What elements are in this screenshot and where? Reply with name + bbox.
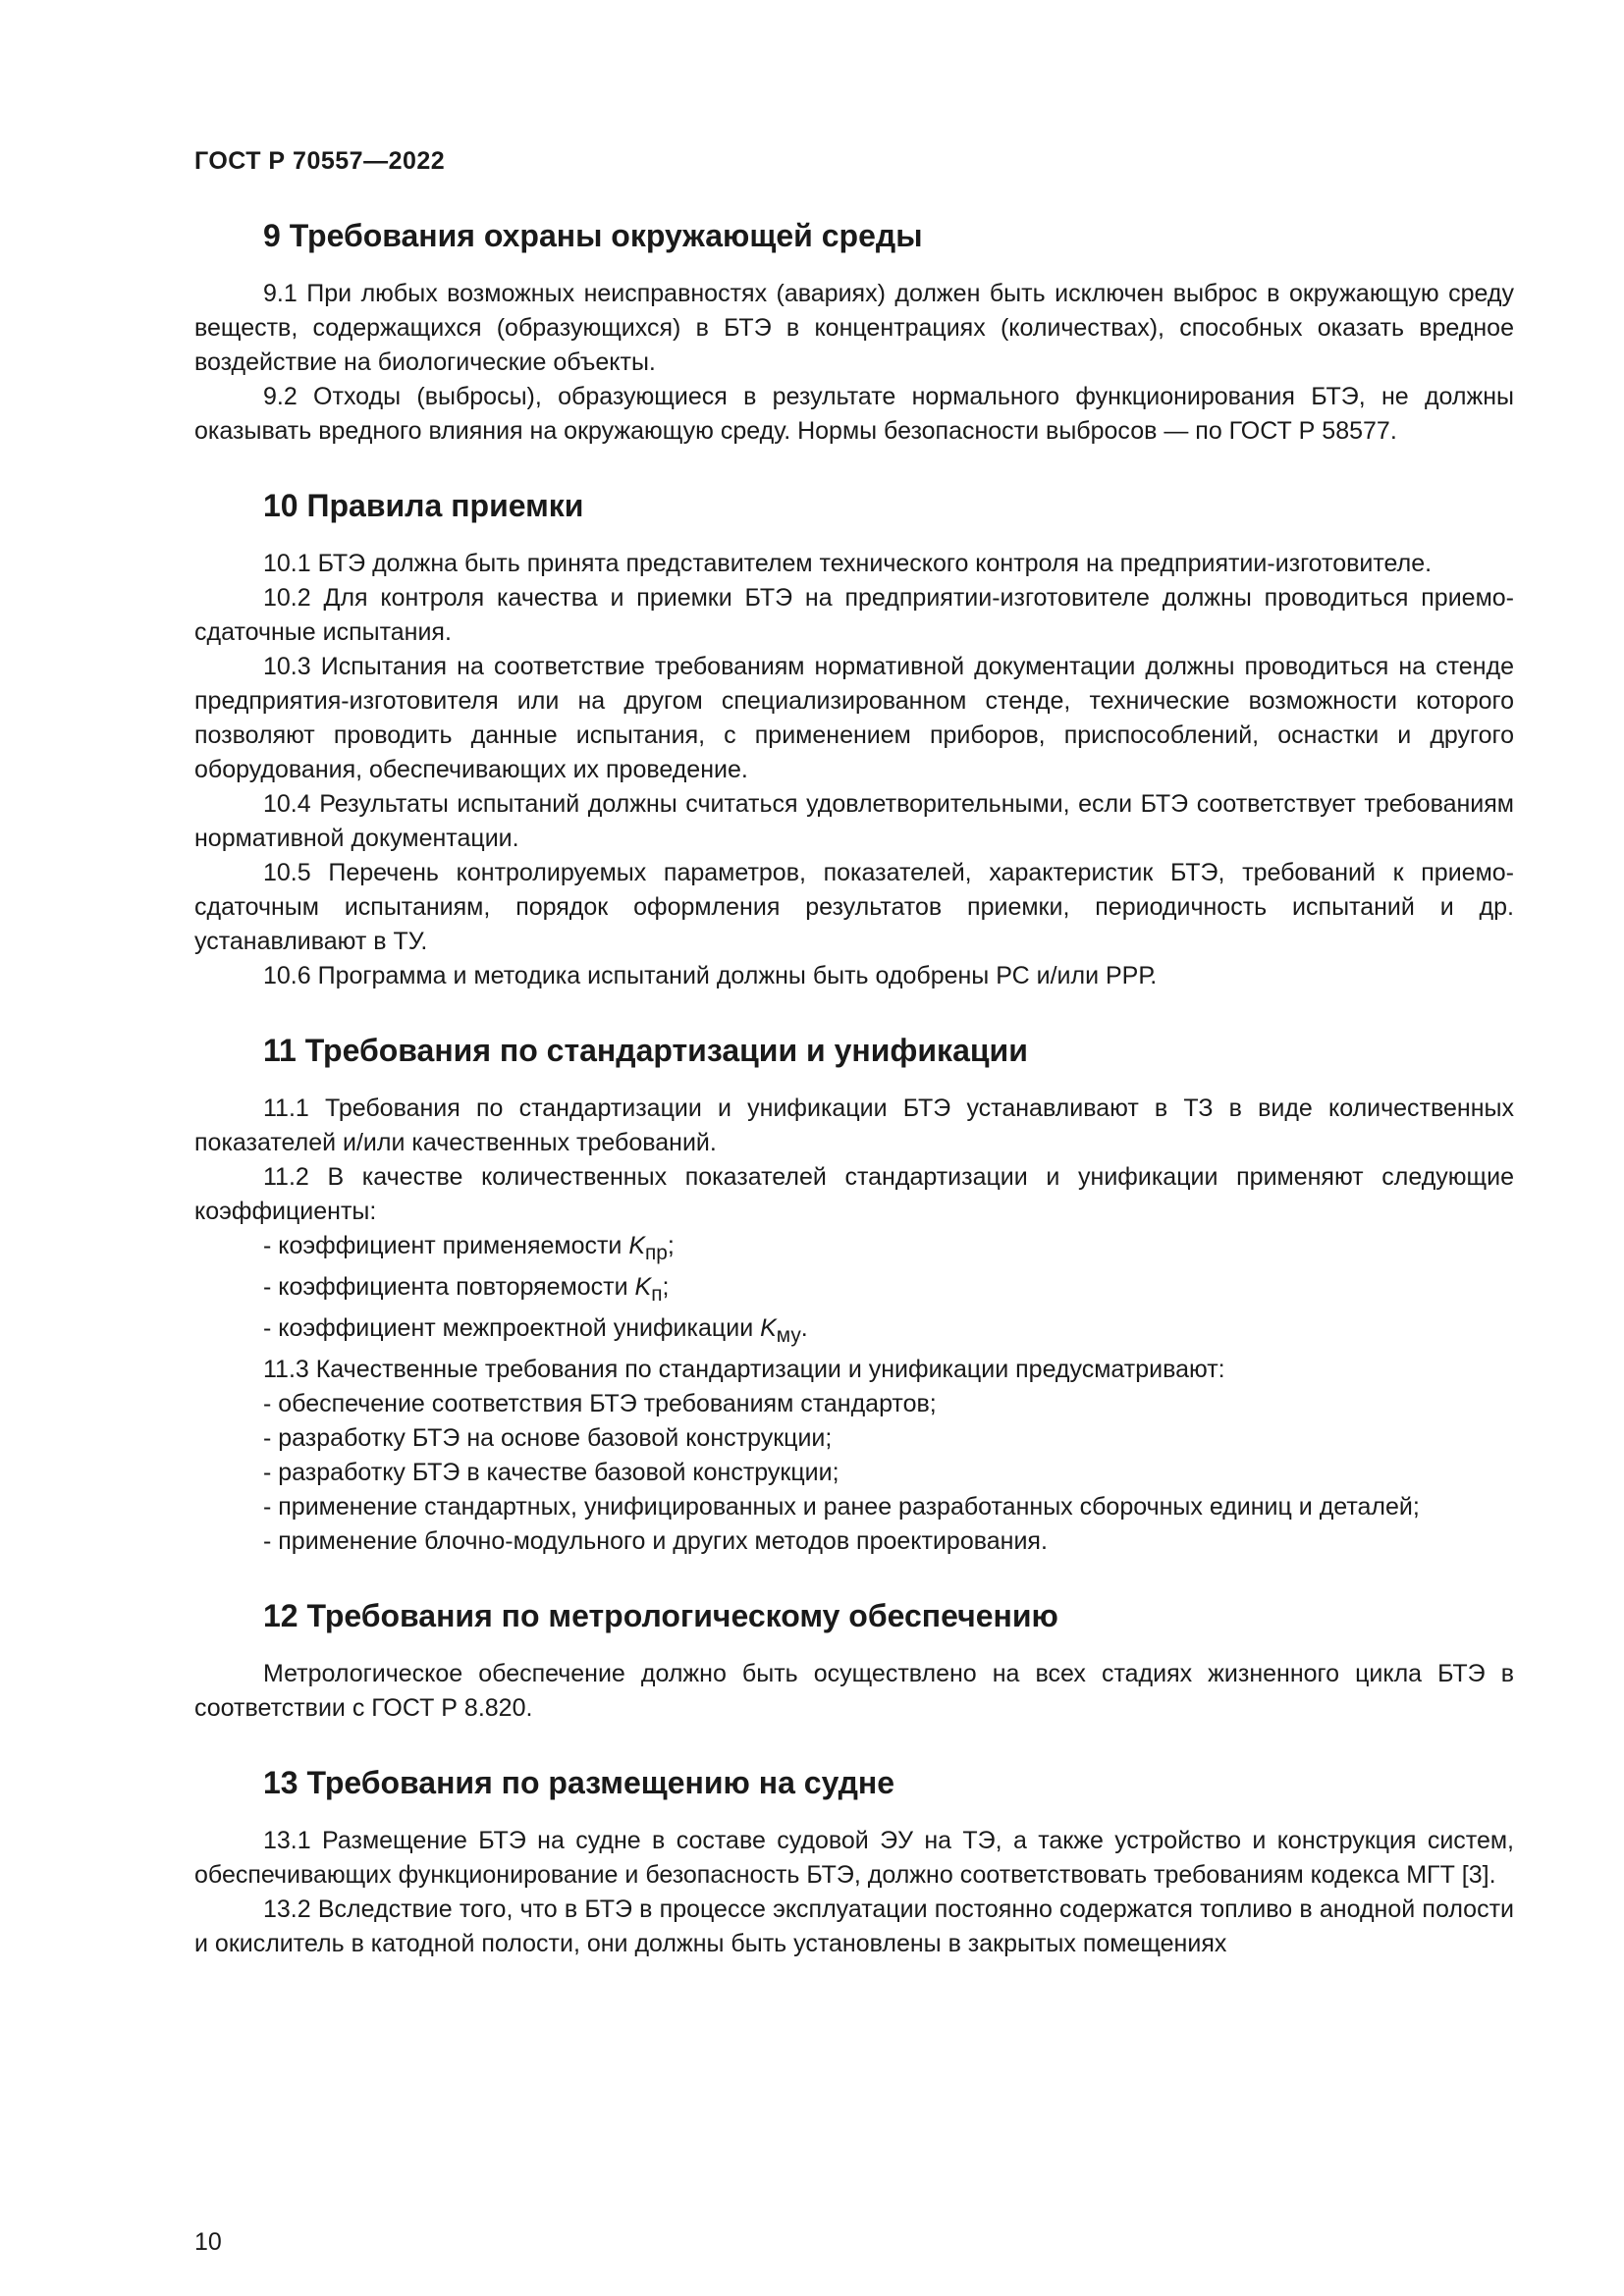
paragraph: 10.2 Для контроля качества и приемки БТЭ на предприятии-изготовителе должны проводиться приемо-сдаточные испытания. bbox=[194, 584, 1514, 646]
list-item: - разработку БТЭ на основе базовой конструкции; bbox=[263, 1424, 833, 1452]
paragraph: 10.1 БТЭ должна быть принята представителем технического контроля на предприятии-изготовителе. bbox=[263, 550, 1433, 577]
list-item: - обеспечение соответствия БТЭ требованиям стандартов; bbox=[263, 1390, 937, 1417]
list-item-coefficient: - коэффициента повторяемости $K_п$; bbox=[263, 1273, 670, 1306]
paragraph: 11.2 В качестве количественных показателей стандартизации и унификации применяют следующие коэффициенты: bbox=[194, 1163, 1514, 1225]
list-item: - применение стандартных, унифицированных и ранее разработанных сборочных единиц и деталей; bbox=[263, 1493, 1420, 1521]
paragraph: 11.1 Требования по стандартизации и унификации БТЭ устанавливают в ТЗ в виде количественных показателей и/или качественных требований. bbox=[194, 1095, 1514, 1156]
section-11 bbox=[194, 1031, 1514, 1559]
paragraph: 11.3 Качественные требования по стандартизации и унификации предусматривают: bbox=[263, 1356, 1225, 1383]
paragraph: 10.5 Перечень контролируемых параметров, показателей, характеристик БТЭ, требований к приемо-сдаточным испытаниям, порядок оформления результатов приемки, периодичность испытаний и др. устанавливают в ТУ. bbox=[194, 859, 1514, 955]
paragraph: 13.1 Размещение БТЭ на судне в составе судовой ЭУ на ТЭ, а также устройство и конструкция систем, обеспечивающих функционирование и безопасность БТЭ, должно соответствовать требованиям кодекса МГТ [3]. bbox=[194, 1827, 1514, 1889]
page-number: 10 bbox=[194, 2228, 222, 2256]
paragraph: 13.2 Вследствие того, что в БТЭ в процессе эксплуатации постоянно содержатся топливо в анодной полости и окислитель в катодной полости, они должны быть установлены в закрытых помещениях bbox=[194, 1896, 1514, 1957]
section-12 bbox=[194, 1596, 1514, 1726]
paragraph: 9.1 При любых возможных неисправностях (авариях) должен быть исключен выброс в окружающую среду веществ, содержащихся (образующихся) в БТЭ в концентрациях (количествах), способных оказать вредное воздействие на биологические объекты. bbox=[194, 280, 1514, 376]
section-9 bbox=[194, 216, 1514, 449]
document-code: ГОСТ Р 70557—2022 bbox=[194, 147, 446, 175]
paragraph: 9.2 Отходы (выбросы), образующиеся в результате нормального функционирования БТЭ, не должны оказывать вредного влияния на окружающую среду. Нормы безопасности выбросов — по ГОСТ Р 58577. bbox=[194, 383, 1514, 445]
list-item: - разработку БТЭ в качестве базовой конструкции; bbox=[263, 1459, 839, 1486]
section-title: 12 Требования по метрологическому обеспечению bbox=[263, 1598, 1058, 1633]
paragraph: Метрологическое обеспечение должно быть осуществлено на всех стадиях жизненного цикла БТЭ в соответствии с ГОСТ Р 8.820. bbox=[194, 1660, 1514, 1722]
paragraph: 10.6 Программа и методика испытаний должны быть одобрены РС и/или РРР. bbox=[263, 962, 1158, 989]
section-title: 9 Требования охраны окружающей среды bbox=[263, 218, 923, 253]
paragraph: 10.3 Испытания на соответствие требованиям нормативной документации должны проводиться на стенде предприятия-изготовителя или на другом специализированном стенде, технические возможности которого позволяют проводить данные испытания, с применением приборов, приспособлений, оснастки и другого оборудования, обеспечивающих их проведение. bbox=[194, 653, 1514, 783]
list-item-coefficient: - коэффициент межпроектной унификации $K_{му}$. bbox=[263, 1314, 808, 1347]
section-13 bbox=[194, 1763, 1514, 1961]
page-content bbox=[194, 216, 1514, 1999]
section-title: 10 Правила приемки bbox=[263, 488, 584, 523]
list-item: - применение блочно-модульного и других методов проектирования. bbox=[263, 1527, 1048, 1555]
list-item-coefficient: - коэффициент применяемости $K_{пр}$; bbox=[263, 1232, 675, 1264]
section-10 bbox=[194, 486, 1514, 993]
paragraph: 10.4 Результаты испытаний должны считаться удовлетворительными, если БТЭ соответствует требованиям нормативной документации. bbox=[194, 790, 1514, 852]
section-title: 11 Требования по стандартизации и унификации bbox=[263, 1033, 1028, 1068]
section-title: 13 Требования по размещению на судне bbox=[263, 1765, 894, 1800]
